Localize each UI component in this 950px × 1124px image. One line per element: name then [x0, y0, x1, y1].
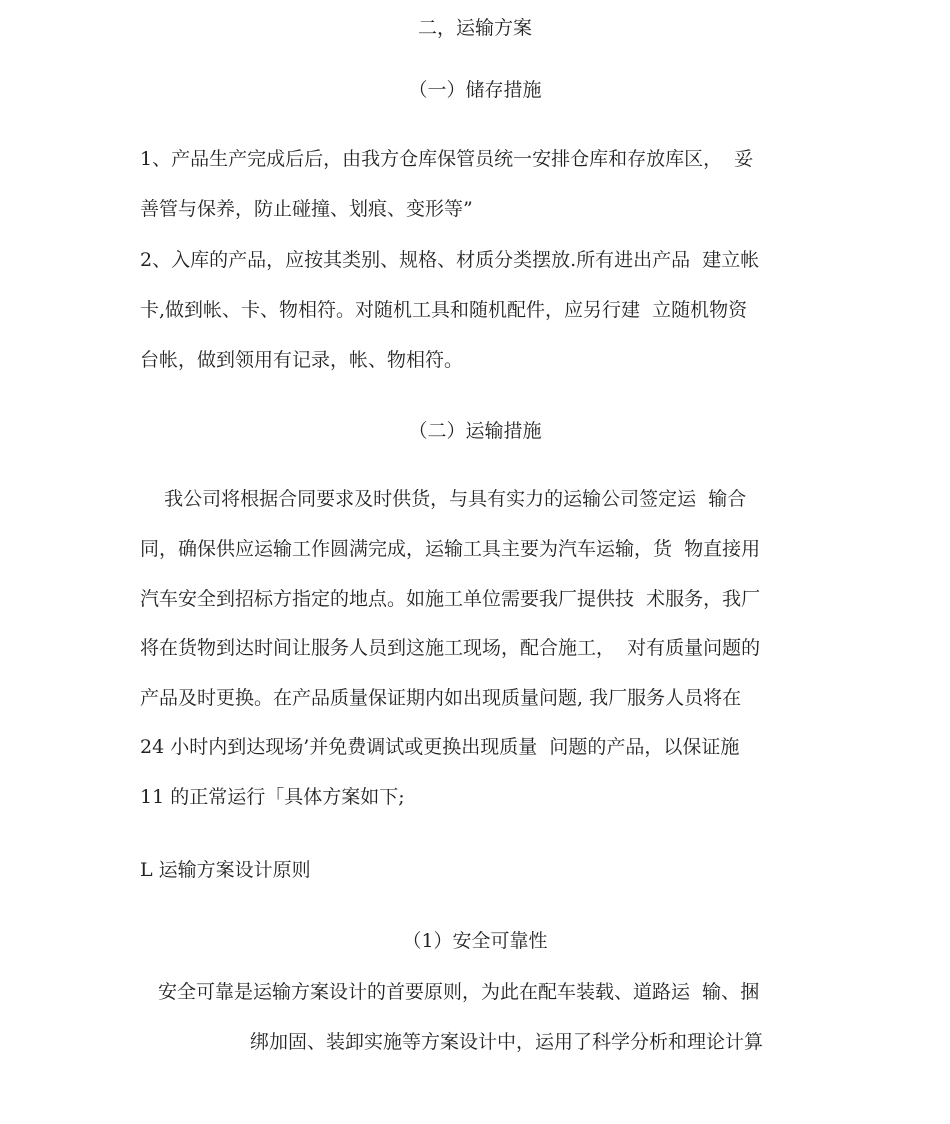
safety-paragraph-line: 安全可靠是运输方案设计的首要原则，为此在配车装载、道路运 输、捆: [158, 981, 760, 1003]
storage-paragraph-line: 1、产品生产完成后后，由我方仓库保管员统一安排仓库和存放库区， 妥: [140, 148, 754, 170]
storage-paragraph-line: 善管与保养，防止碰撞、划痕、变形等”: [140, 198, 473, 220]
transport-paragraph-line: 将在货物到达时间让服务人员到这施工现场，配合施工， 对有质量问题的: [140, 637, 761, 659]
transport-paragraph-line: 同，确保供应运输工作圆满完成，运输工具主要为汽车运输，货 物直接用: [140, 538, 761, 560]
safety-heading: （1）安全可靠性: [402, 930, 548, 952]
storage-paragraph-line: 2、入库的产品，应按其类别、规格、材质分类摆放.所有进出产品 建立帐: [140, 249, 760, 271]
transport-paragraph-line: 24 小时内到达现场’并免费调试或更换出现质量 问题的产品，以保证施: [140, 736, 740, 758]
storage-paragraph-line: 卡,做到帐、卡、物相符。对随机工具和随机配件，应另行建 立随机物资: [140, 299, 748, 321]
transport-paragraph-line: 我公司将根据合同要求及时供货，与具有实力的运输公司签定运 输合: [140, 488, 747, 510]
transport-paragraph-line: 产品及时更换。在产品质量保证期内如出现质量问题, 我厂服务人员将在: [140, 687, 742, 709]
safety-paragraph-line: 绑加固、装卸实施等方案设计中，运用了科学分析和理论计算: [250, 1031, 764, 1053]
principles-heading: L 运输方案设计原则: [140, 859, 311, 881]
transport-heading: （二）运输措施: [408, 420, 542, 442]
transport-paragraph-line: 11 的正常运行「具体方案如下;: [140, 786, 405, 808]
storage-heading: （一）储存措施: [408, 79, 542, 101]
storage-paragraph-line: 台帐，做到领用有记录，帐、物相符。: [140, 349, 464, 371]
transport-paragraph-line: 汽车安全到招标方指定的地点。如施工单位需要我厂提供技 术服务，我厂: [140, 588, 761, 610]
section-title: 二，运输方案: [417, 17, 532, 39]
